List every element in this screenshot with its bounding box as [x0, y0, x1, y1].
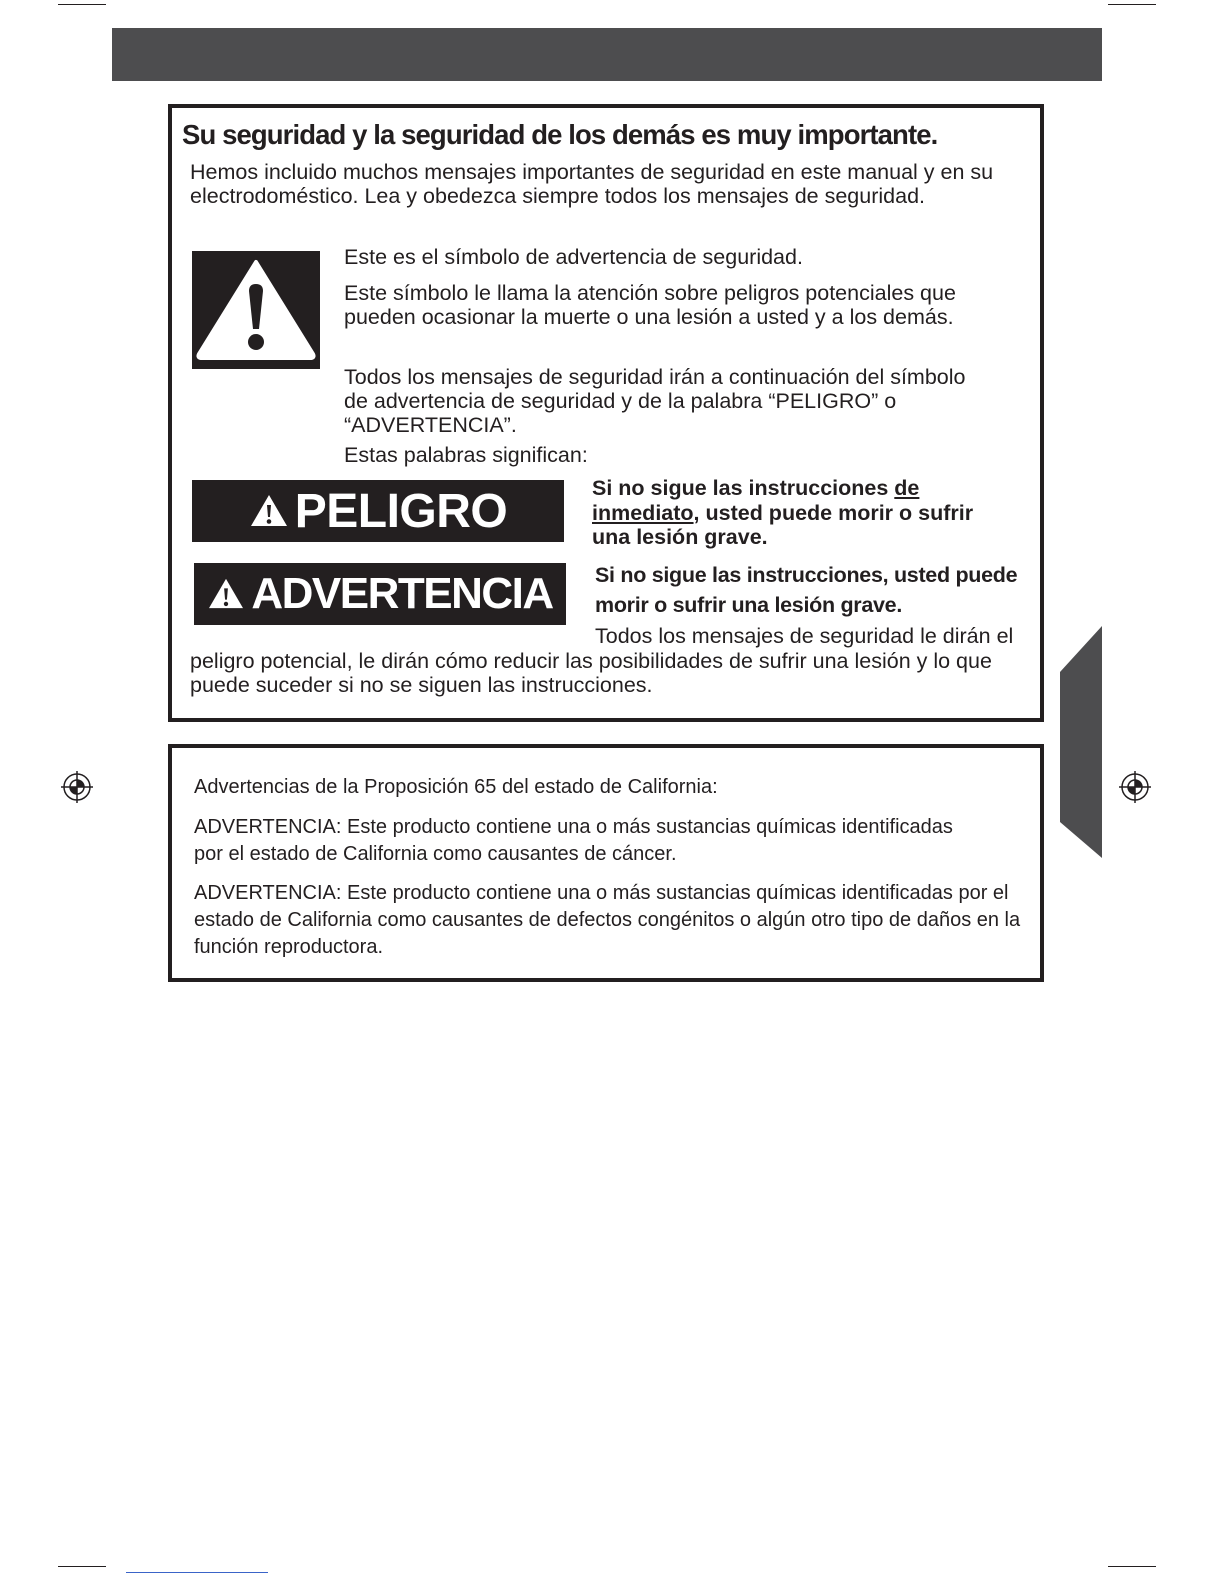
prop65-box	[168, 744, 1044, 982]
follow-text: Todos los mensajes de seguridad irán a continuación del símbolo de advertencia de seguridad y de la palabra “PELIGRO” o “ADVERTENCIA”.	[344, 365, 966, 437]
prop65-warning-reproductive: ADVERTENCIA: Este producto contiene una o más sustancias químicas identificadas por el estado de California como causantes de defectos congénitos o algún otro tipo de daños en la función reproductora.	[194, 882, 1021, 958]
words-meaning: Estas palabras significan:	[344, 443, 588, 467]
safety-alert-triangle-icon	[249, 493, 289, 529]
safety-alert-triangle-icon	[192, 251, 320, 369]
danger-desc-part2: , usted puede morir o sufrir una lesión grave.	[592, 500, 974, 549]
danger-description	[592, 476, 1012, 550]
prop65-heading: Advertencias de la Proposición 65 del estado de California:	[194, 776, 718, 798]
prop65-warning-cancer: ADVERTENCIA: Este producto contiene una o más sustancias químicas identificadas por el estado de California como causantes de cáncer.	[194, 816, 953, 865]
safety-alert-triangle-icon	[207, 577, 245, 611]
header-band	[112, 28, 1102, 81]
symbol-explanation: Este símbolo le llama la atención sobre peligros potenciales que pueden ocasionar la muerte o una lesión a usted y a los demás.	[344, 281, 956, 329]
registration-mark-icon	[60, 770, 94, 804]
crop-mark-bottom-right	[1108, 1566, 1156, 1567]
side-tab	[1060, 626, 1102, 858]
footer-rule	[126, 1572, 268, 1573]
safety-alert-symbol	[192, 251, 320, 369]
warning-label: ADVERTENCIA	[251, 569, 553, 618]
danger-desc-part1: Si no sigue las instrucciones	[592, 476, 889, 500]
danger-banner	[192, 480, 564, 542]
warning-description: Si no sigue las instrucciones, usted puede morir o sufrir una lesión grave.	[595, 563, 1018, 617]
danger-desc-underlined: de inmediato	[592, 476, 920, 525]
crop-mark-bottom-left	[58, 1566, 106, 1567]
crop-mark-top-right	[1108, 4, 1156, 5]
danger-label: PELIGRO	[294, 484, 508, 538]
safety-title: Su seguridad y la seguridad de los demás es muy importante.	[182, 119, 938, 150]
safety-box	[168, 104, 1044, 722]
symbol-caption: Este es el símbolo de advertencia de seguridad.	[344, 245, 803, 269]
crop-mark-top-left	[58, 4, 106, 5]
closing-text: Todos los mensajes de seguridad le dirán el peligro potencial, le dirán cómo reducir las posibilidades de sufrir una lesión y lo que puede suceder si no se siguen las instrucciones.	[190, 624, 1014, 697]
warning-banner	[194, 563, 566, 625]
safety-intro: Hemos incluido muchos mensajes importantes de seguridad en este manual y en su electrodoméstico. Lea y obedezca siempre todos los mensajes de seguridad.	[190, 160, 994, 208]
registration-mark-icon	[1118, 770, 1152, 804]
